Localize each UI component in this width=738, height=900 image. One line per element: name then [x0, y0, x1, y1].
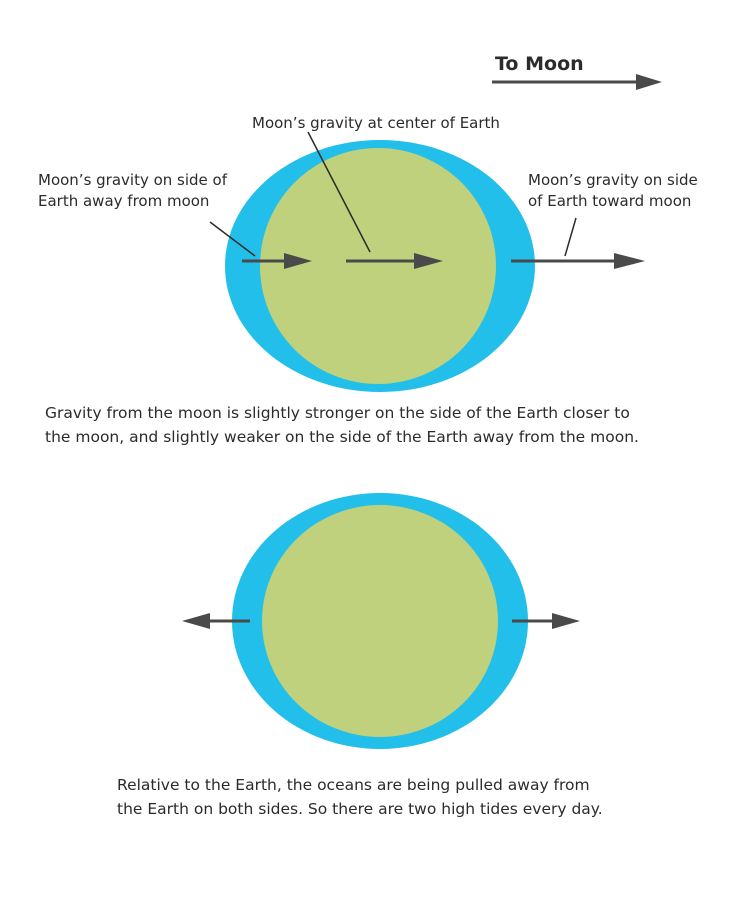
bottom-caption-line-1: Relative to the Earth, the oceans are being pulled away from	[117, 776, 590, 794]
bottom-earth	[262, 505, 498, 737]
near-side-label-line-2: of Earth toward moon	[528, 192, 692, 210]
bottom-diagram	[117, 493, 603, 818]
bottom-caption-line-2: the Earth on both sides. So there are two high tides every day.	[117, 800, 603, 818]
top-caption-line-1: Gravity from the moon is slightly stronger on the side of the Earth closer to	[45, 404, 630, 422]
top-diagram	[38, 53, 698, 446]
top-caption-line-2: the moon, and slightly weaker on the side of the Earth away from the moon.	[45, 428, 639, 446]
near-side-leader-line	[565, 218, 576, 256]
near-side-label-line-1: Moon’s gravity on side	[528, 171, 698, 189]
top-earth	[260, 148, 496, 384]
far-side-label-line-1: Moon’s gravity on side of	[38, 171, 228, 189]
to-moon-arrow	[492, 74, 662, 90]
center-gravity-label: Moon’s gravity at center of Earth	[252, 114, 500, 132]
to-moon-label: To Moon	[495, 53, 584, 75]
far-side-label-line-2: Earth away from moon	[38, 192, 210, 210]
